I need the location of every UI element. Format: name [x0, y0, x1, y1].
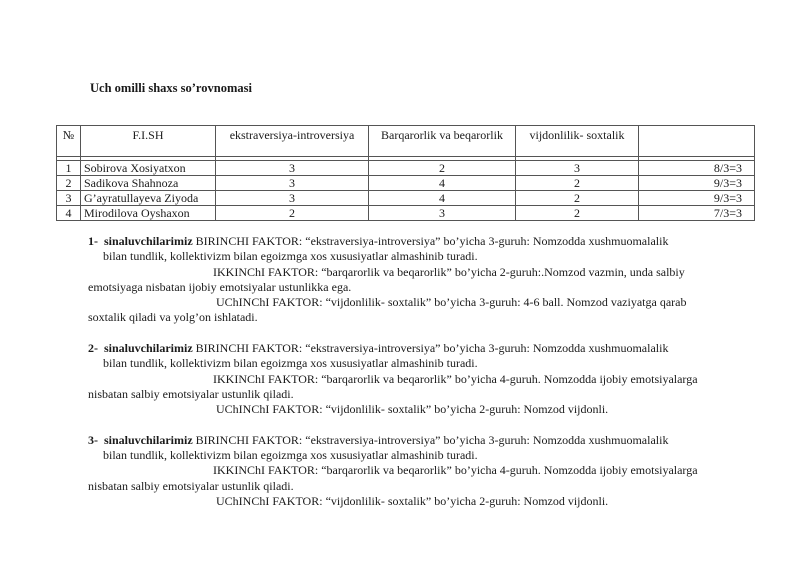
cell-extraversion: 3	[216, 191, 369, 206]
factor-one-line-2: bilan tundlik, kollektivizm bilan egoizmga xos xususiyatlar almashinib turadi.	[103, 356, 478, 371]
participant-result-1	[88, 234, 745, 326]
cell-result: 7/3=3	[639, 206, 755, 221]
factor-one-line-1: BIRINCHI FAKTOR: “ekstraversiya-introversiya” bo’yicha 3-guruh: Nomzodda xushmuomalalik	[195, 432, 669, 447]
survey-results-table	[56, 125, 755, 221]
cell-result: 9/3=3	[639, 191, 755, 206]
cell-stability: 4	[369, 176, 516, 191]
factor-two-line-2: emotsiyaga nisbatan ijobiy emotsiyalar ustunlikka ega.	[88, 279, 352, 294]
participant-number: 3-	[88, 432, 98, 447]
factor-one-paragraph	[88, 341, 745, 372]
factor-two-line-1: IKKINChI FAKTOR: “barqarorlik va beqarorlik” bo’yicha 4-guruh. Nomzodda ijobiy emotsiyalarga	[213, 463, 698, 478]
cell-name: G’ayratullayeva Ziyoda	[81, 191, 216, 206]
header-result	[639, 126, 755, 157]
factor-two-paragraph	[88, 463, 745, 494]
factor-three-line-1: UChINChI FAKTOR: “vijdonlilik- soxtalik” bo’yicha 2-guruh: Nomzod vijdonli.	[216, 402, 609, 417]
cell-name: Sadikova Shahnoza	[81, 176, 216, 191]
factor-one-line-2: bilan tundlik, kollektivizm bilan egoizmga xos xususiyatlar almashinib turadi.	[103, 448, 478, 463]
factor-one-paragraph	[88, 433, 745, 464]
cell-stability: 3	[369, 206, 516, 221]
factor-three-line-2: soxtalik qiladi va yolg’on ishlatadi.	[88, 310, 258, 325]
table-header-row	[57, 126, 755, 157]
header-extraversion: ekstraversiya-introversiya	[216, 126, 369, 157]
participant-lead: sinaluvchilarimiz	[104, 234, 193, 248]
participant-number: 2-	[88, 341, 98, 356]
factor-two-paragraph	[88, 372, 745, 403]
cell-conscientiousness: 2	[516, 176, 639, 191]
header-full-name: F.I.SH	[81, 126, 216, 157]
table-row	[57, 206, 755, 221]
cell-number: 2	[57, 176, 81, 191]
factor-one-line-1: BIRINCHI FAKTOR: “ekstraversiya-introversiya” bo’yicha 3-guruh: Nomzodda xushmuomalalik	[195, 234, 669, 248]
cell-name: Mirodilova Oyshaxon	[81, 206, 216, 221]
participant-result-3	[88, 433, 745, 509]
cell-result: 9/3=3	[639, 176, 755, 191]
table-row	[57, 176, 755, 191]
cell-stability: 4	[369, 191, 516, 206]
cell-name: Sobirova Xosiyatxon	[81, 161, 216, 176]
cell-stability: 2	[369, 161, 516, 176]
cell-extraversion: 2	[216, 206, 369, 221]
cell-extraversion: 3	[216, 161, 369, 176]
factor-one-paragraph	[88, 234, 745, 265]
table-row	[57, 161, 755, 176]
header-stability: Barqarorlik va beqarorlik	[369, 126, 516, 157]
factor-two-line-2: nisbatan salbiy emotsiyalar ustunlik qiladi.	[88, 478, 294, 493]
factor-two-paragraph	[88, 265, 745, 296]
document-title: Uch omilli shaxs so’rovnomasi	[90, 81, 252, 95]
cell-conscientiousness: 2	[516, 206, 639, 221]
cell-number: 3	[57, 191, 81, 206]
cell-conscientiousness: 2	[516, 191, 639, 206]
participant-result-2	[88, 341, 745, 417]
factor-three-paragraph	[88, 494, 745, 509]
results-section	[88, 234, 745, 525]
header-number: №	[57, 126, 81, 157]
participant-lead: sinaluvchilarimiz	[104, 432, 193, 447]
cell-result: 8/3=3	[639, 161, 755, 176]
factor-two-line-1: IKKINChI FAKTOR: “barqarorlik va beqarorlik” bo’yicha 2-guruh:.Nomzod vazmin, unda salbiy	[213, 264, 685, 279]
cell-extraversion: 3	[216, 176, 369, 191]
factor-three-paragraph	[88, 402, 745, 417]
factor-three-line-1: UChINChI FAKTOR: “vijdonlilik- soxtalik” bo’yicha 3-guruh: 4-6 ball. Nomzod vaziyatga qarab	[216, 295, 687, 310]
factor-one-line-2: bilan tundlik, kollektivizm bilan egoizmga xos xususiyatlar almashinib turadi.	[103, 249, 478, 264]
factor-three-paragraph	[88, 295, 745, 326]
table-row	[57, 191, 755, 206]
participant-number: 1-	[88, 234, 98, 248]
header-conscientiousness: vijdonlilik- soxtalik	[516, 126, 639, 157]
cell-number: 4	[57, 206, 81, 221]
participant-lead: sinaluvchilarimiz	[104, 341, 193, 356]
factor-three-line-1: UChINChI FAKTOR: “vijdonlilik- soxtalik” bo’yicha 2-guruh: Nomzod vijdonli.	[216, 494, 609, 509]
factor-one-line-1: BIRINCHI FAKTOR: “ekstraversiya-introversiya” bo’yicha 3-guruh: Nomzodda xushmuomalalik	[195, 341, 669, 356]
factor-two-line-1: IKKINChI FAKTOR: “barqarorlik va beqarorlik” bo’yicha 4-guruh. Nomzodda ijobiy emotsiyalarga	[213, 371, 698, 386]
cell-number: 1	[57, 161, 81, 176]
cell-conscientiousness: 3	[516, 161, 639, 176]
factor-two-line-2: nisbatan salbiy emotsiyalar ustunlik qiladi.	[88, 386, 294, 401]
